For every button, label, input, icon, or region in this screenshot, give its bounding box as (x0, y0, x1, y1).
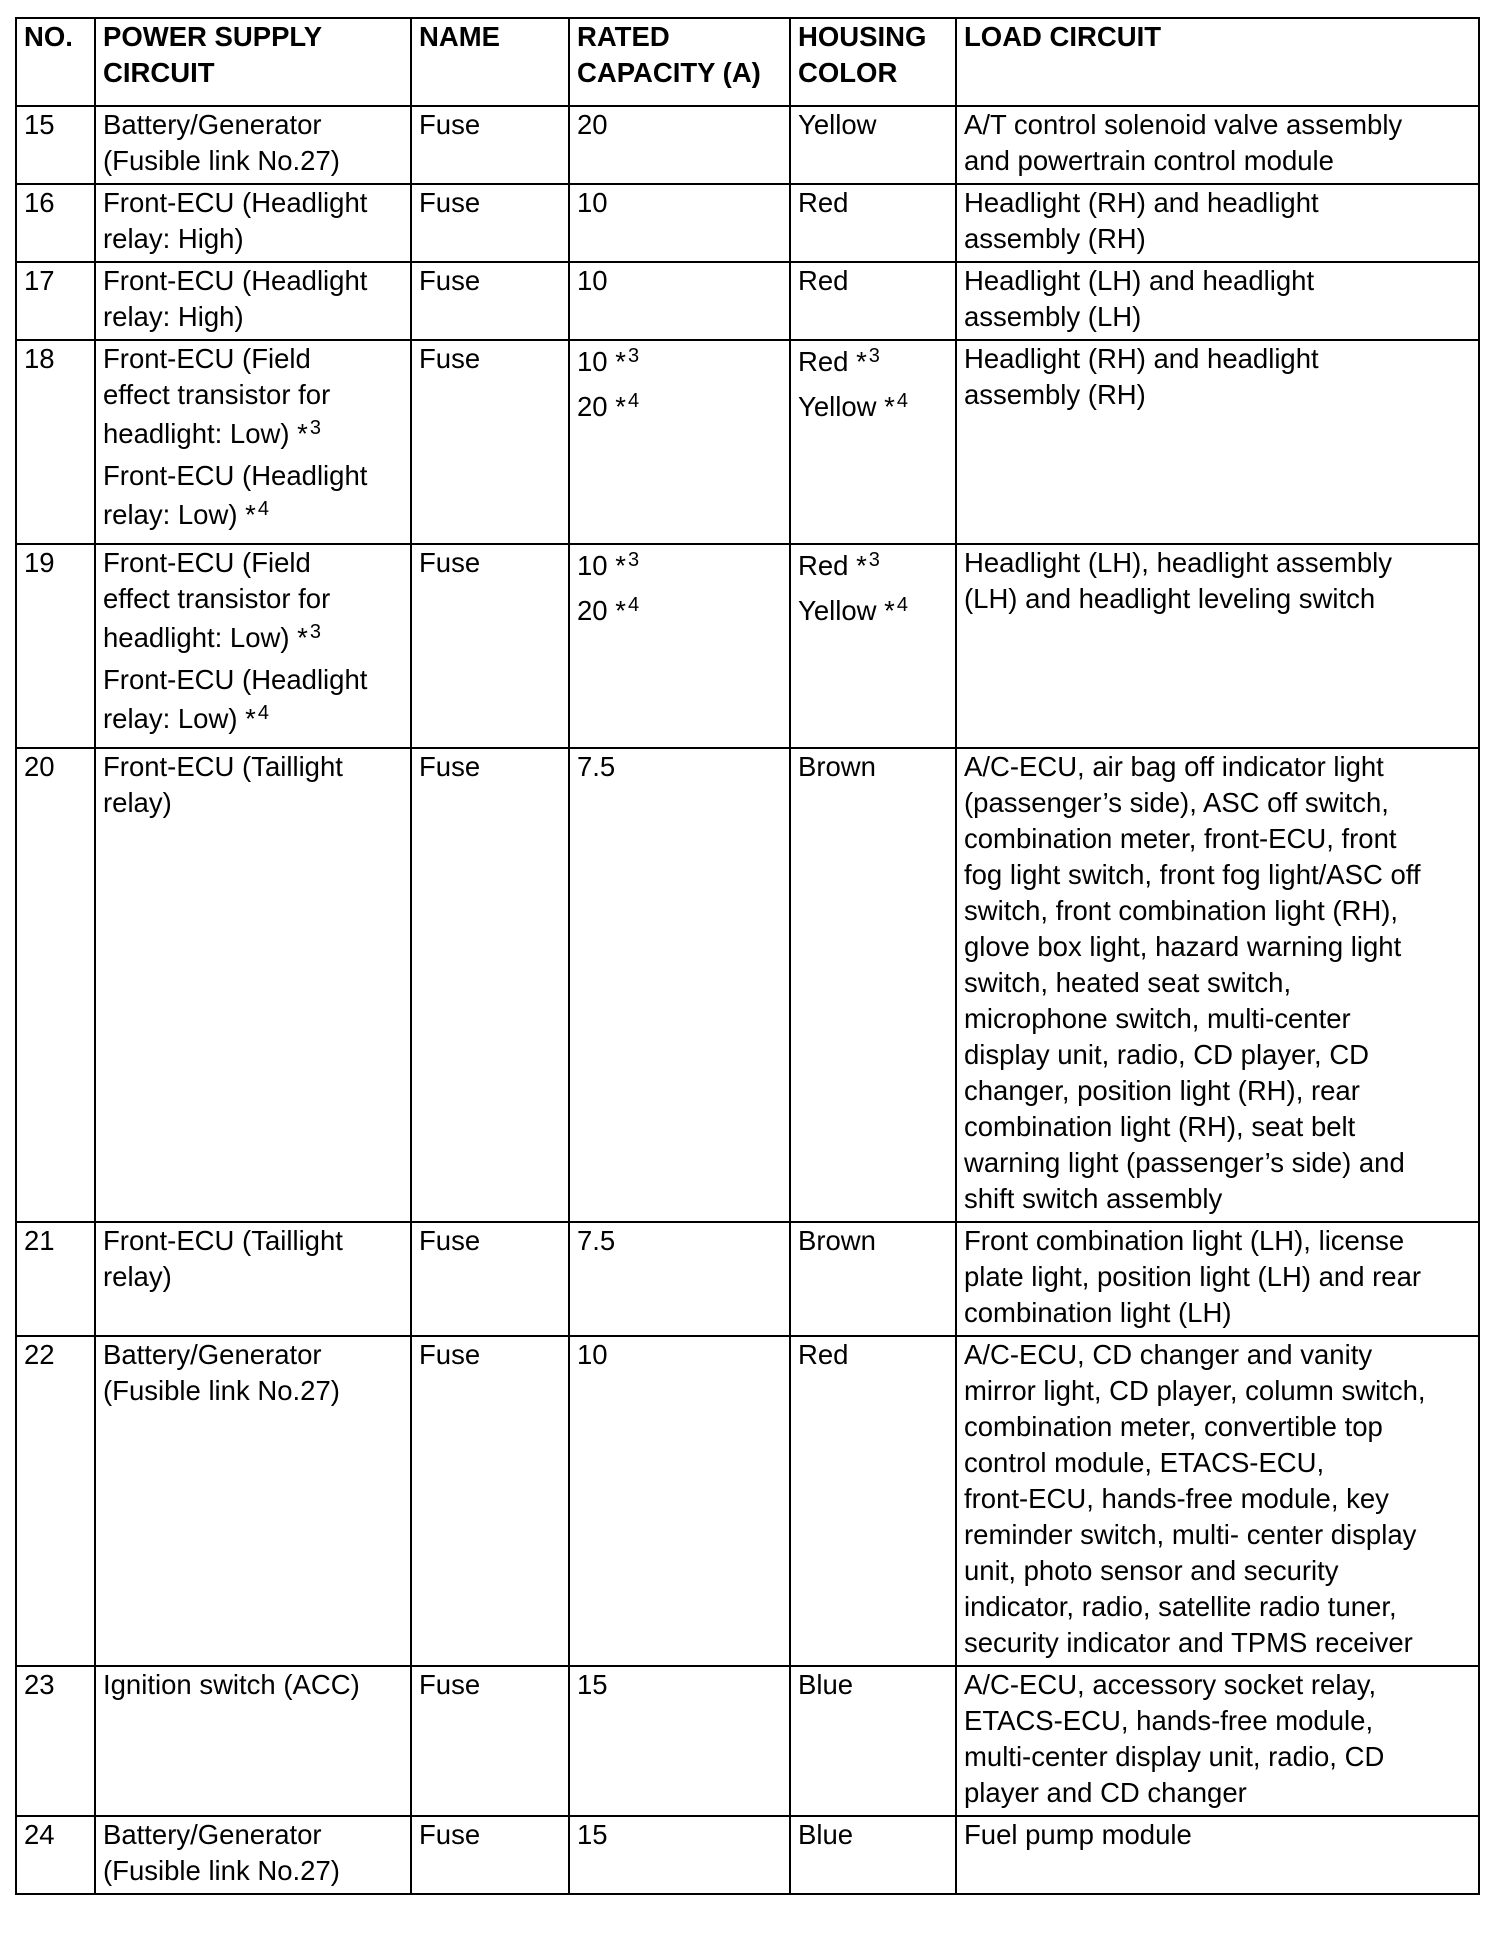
table-row (16, 262, 1479, 340)
circuit-line-text: Front-ECU (Headlight (103, 664, 368, 695)
circuit-line (103, 1259, 404, 1295)
circuit-line-text: (Fusible link No.27) (103, 1855, 340, 1886)
cell-load-circuit (956, 1222, 1479, 1336)
circuit-line (103, 662, 404, 698)
color-line-text: Brown (798, 1225, 876, 1256)
color-line (798, 1337, 949, 1373)
cell-load-circuit (956, 1336, 1479, 1666)
capacity-line (577, 1667, 783, 1703)
capacity-line-text: 20 * (577, 595, 626, 626)
cell-housing-color (790, 1336, 956, 1666)
cell-no (16, 544, 95, 748)
capacity-line-text: 7.5 (577, 1225, 616, 1256)
circuit-line (103, 494, 404, 539)
header-row (16, 18, 1479, 106)
color-line-text: Yellow (798, 109, 877, 140)
load-line: indicator, radio, satellite radio tuner, (964, 1591, 1397, 1622)
circuit-line (103, 749, 404, 785)
cell-rated-capacity (569, 748, 790, 1222)
cell-power-supply-circuit (95, 106, 411, 184)
color-line-text: Red (798, 265, 849, 296)
load-line: reminder switch, multi- center display (964, 1519, 1417, 1550)
cell-no (16, 1336, 95, 1666)
circuit-line-text: Front-ECU (Taillight (103, 1225, 343, 1256)
capacity-line (577, 545, 783, 590)
load-line: Fuel pump module (964, 1819, 1192, 1850)
cell-name-text: Fuse (419, 751, 481, 782)
cell-name-text: Fuse (419, 1819, 481, 1850)
cell-no (16, 184, 95, 262)
load-line: unit, photo sensor and security (964, 1555, 1339, 1586)
cell-rated-capacity (569, 262, 790, 340)
load-line: warning light (passenger’s side) and (964, 1147, 1405, 1178)
load-line: A/T control solenoid valve assembly (964, 109, 1403, 140)
circuit-line-text: Battery/Generator (103, 1339, 322, 1370)
color-line-text: Yellow * (798, 391, 895, 422)
footnote-mark: 3 (868, 345, 880, 367)
circuit-line (103, 1667, 404, 1703)
load-line: switch, heated seat switch, (964, 967, 1292, 998)
capacity-line-text: 10 (577, 187, 608, 218)
circuit-line-text: relay: Low) * (103, 703, 256, 734)
cell-no-text: 23 (24, 1669, 55, 1700)
load-line: microphone switch, multi-center (964, 1003, 1351, 1034)
load-line: and powertrain control module (964, 145, 1334, 176)
load-line: combination light (RH), seat belt (964, 1111, 1356, 1142)
circuit-line-text: relay) (103, 1261, 172, 1292)
circuit-line (103, 1817, 404, 1853)
cell-no-text: 22 (24, 1339, 55, 1370)
cell-load-circuit (956, 340, 1479, 544)
cell-power-supply-circuit (95, 1222, 411, 1336)
cell-name-text: Fuse (419, 109, 481, 140)
cell-load-circuit (956, 1666, 1479, 1816)
load-line: control module, ETACS-ECU, (964, 1447, 1325, 1478)
circuit-line-text: Front-ECU (Headlight (103, 265, 368, 296)
cell-name-text: Fuse (419, 343, 481, 374)
circuit-line (103, 107, 404, 143)
cell-load-circuit (956, 184, 1479, 262)
capacity-line-text: 10 (577, 1339, 608, 1370)
load-line: combination light (LH) (964, 1297, 1232, 1328)
cell-housing-color (790, 340, 956, 544)
cell-name (411, 748, 569, 1222)
cell-name-text: Fuse (419, 1225, 481, 1256)
capacity-line (577, 341, 783, 386)
color-line (798, 1223, 949, 1259)
cell-rated-capacity (569, 106, 790, 184)
footnote-mark: 3 (309, 417, 321, 439)
load-line: switch, front combination light (RH), (964, 895, 1399, 926)
cell-name-text: Fuse (419, 1669, 481, 1700)
circuit-line-text: Front-ECU (Headlight (103, 460, 368, 491)
cell-power-supply-circuit (95, 1816, 411, 1894)
table-row (16, 748, 1479, 1222)
cell-housing-color (790, 262, 956, 340)
load-line: Headlight (RH) and headlight (964, 343, 1319, 374)
circuit-line-text: Ignition switch (ACC) (103, 1669, 360, 1700)
capacity-line (577, 107, 783, 143)
circuit-line-text: Front-ECU (Headlight (103, 187, 368, 218)
capacity-line (577, 1337, 783, 1373)
circuit-line-text: relay: High) (103, 301, 244, 332)
cell-no (16, 1666, 95, 1816)
cell-load-circuit (956, 544, 1479, 748)
cell-name (411, 1222, 569, 1336)
footnote-mark: 4 (627, 390, 640, 412)
circuit-line-text: relay: High) (103, 223, 244, 254)
cell-rated-capacity (569, 1336, 790, 1666)
cell-name-text: Fuse (419, 265, 481, 296)
cell-no-text: 20 (24, 751, 55, 782)
color-line (798, 545, 949, 590)
footnote-mark: 4 (896, 594, 908, 616)
circuit-line (103, 1373, 404, 1409)
cell-no (16, 262, 95, 340)
cell-no-text: 21 (24, 1225, 55, 1256)
load-line: combination meter, convertible top (964, 1411, 1383, 1442)
footnote-mark: 4 (896, 390, 908, 412)
color-line (798, 185, 949, 221)
header-load-circuit: LOAD CIRCUIT (956, 18, 1479, 106)
load-line: A/C-ECU, accessory socket relay, (964, 1669, 1377, 1700)
footnote-mark: 3 (627, 345, 640, 367)
cell-load-circuit (956, 748, 1479, 1222)
load-line: Headlight (LH), headlight assembly (964, 547, 1392, 578)
circuit-line (103, 1223, 404, 1259)
circuit-line (103, 617, 404, 662)
circuit-line-text: relay: Low) * (103, 499, 256, 530)
cell-name (411, 106, 569, 184)
capacity-line-text: 10 (577, 265, 608, 296)
capacity-line (577, 185, 783, 221)
cell-no (16, 106, 95, 184)
cell-rated-capacity (569, 1666, 790, 1816)
cell-load-circuit (956, 262, 1479, 340)
load-line: mirror light, CD player, column switch, (964, 1375, 1426, 1406)
load-line: combination meter, front-ECU, front (964, 823, 1397, 854)
load-line: security indicator and TPMS receiver (964, 1627, 1413, 1658)
table-row (16, 544, 1479, 748)
circuit-line (103, 698, 404, 743)
capacity-line-text: 15 (577, 1819, 608, 1850)
cell-name (411, 340, 569, 544)
header-no: NO. (16, 18, 95, 106)
load-line: assembly (RH) (964, 223, 1146, 254)
circuit-line (103, 1337, 404, 1373)
capacity-line (577, 749, 783, 785)
capacity-line-text: 10 * (577, 550, 626, 581)
color-line-text: Red (798, 1339, 849, 1370)
cell-name (411, 1336, 569, 1666)
cell-load-circuit (956, 1816, 1479, 1894)
table-row (16, 1222, 1479, 1336)
footnote-mark: 3 (627, 549, 640, 571)
circuit-line (103, 581, 404, 617)
circuit-line (103, 377, 404, 413)
cell-name-text: Fuse (419, 547, 481, 578)
cell-no-text: 19 (24, 547, 55, 578)
capacity-line (577, 386, 783, 431)
cell-housing-color (790, 748, 956, 1222)
capacity-line-text: 20 (577, 109, 608, 140)
circuit-line-text: (Fusible link No.27) (103, 145, 340, 176)
capacity-line-text: 7.5 (577, 751, 616, 782)
cell-no (16, 1816, 95, 1894)
load-line: A/C-ECU, air bag off indicator light (964, 751, 1384, 782)
footnote-mark: 4 (257, 498, 269, 520)
color-line (798, 1667, 949, 1703)
capacity-line (577, 263, 783, 299)
color-line (798, 263, 949, 299)
load-line: assembly (LH) (964, 301, 1142, 332)
cell-power-supply-circuit (95, 184, 411, 262)
cell-no (16, 340, 95, 544)
cell-rated-capacity (569, 1222, 790, 1336)
color-line-text: Blue (798, 1819, 854, 1850)
circuit-line-text: Battery/Generator (103, 1819, 322, 1850)
color-line-text: Yellow * (798, 595, 895, 626)
cell-power-supply-circuit (95, 1336, 411, 1666)
load-line: Headlight (RH) and headlight (964, 187, 1319, 218)
circuit-line-text: headlight: Low) * (103, 418, 308, 449)
capacity-line (577, 1223, 783, 1259)
load-line: multi-center display unit, radio, CD (964, 1741, 1385, 1772)
circuit-line (103, 1853, 404, 1889)
cell-housing-color (790, 106, 956, 184)
cell-name (411, 1666, 569, 1816)
cell-no (16, 1222, 95, 1336)
capacity-line-text: 10 * (577, 346, 626, 377)
circuit-line (103, 458, 404, 494)
load-line: Front combination light (LH), license (964, 1225, 1405, 1256)
load-line: assembly (RH) (964, 379, 1146, 410)
table-row (16, 106, 1479, 184)
cell-rated-capacity (569, 340, 790, 544)
color-line-text: Red * (798, 346, 867, 377)
load-line: (LH) and headlight leveling switch (964, 583, 1376, 614)
load-line: player and CD changer (964, 1777, 1247, 1808)
cell-housing-color (790, 1666, 956, 1816)
circuit-line (103, 143, 404, 179)
cell-power-supply-circuit (95, 340, 411, 544)
cell-no-text: 15 (24, 109, 55, 140)
cell-housing-color (790, 1222, 956, 1336)
cell-housing-color (790, 1816, 956, 1894)
table-row (16, 1816, 1479, 1894)
cell-no (16, 748, 95, 1222)
circuit-line (103, 785, 404, 821)
color-line (798, 107, 949, 143)
circuit-line-text: Front-ECU (Field (103, 343, 311, 374)
load-line: ETACS-ECU, hands-free module, (964, 1705, 1374, 1736)
circuit-line-text: headlight: Low) * (103, 622, 308, 653)
circuit-line (103, 299, 404, 335)
footnote-mark: 3 (309, 621, 321, 643)
color-line (798, 1817, 949, 1853)
circuit-line-text: relay) (103, 787, 172, 818)
cell-rated-capacity (569, 1816, 790, 1894)
cell-power-supply-circuit (95, 1666, 411, 1816)
cell-name-text: Fuse (419, 1339, 481, 1370)
cell-power-supply-circuit (95, 748, 411, 1222)
load-line: (passenger’s side), ASC off switch, (964, 787, 1389, 818)
circuit-line (103, 341, 404, 377)
cell-no-text: 24 (24, 1819, 55, 1850)
color-line (798, 590, 949, 635)
color-line (798, 749, 949, 785)
cell-power-supply-circuit (95, 544, 411, 748)
cell-rated-capacity (569, 544, 790, 748)
footnote-mark: 3 (868, 549, 880, 571)
load-line: shift switch assembly (964, 1183, 1223, 1214)
header-rated-capacity: RATED CAPACITY (A) (569, 18, 790, 106)
circuit-line-text: Front-ECU (Field (103, 547, 311, 578)
cell-name-text: Fuse (419, 187, 481, 218)
load-line: glove box light, hazard warning light (964, 931, 1402, 962)
footnote-mark: 4 (627, 594, 640, 616)
header-power-supply-circuit: POWER SUPPLY CIRCUIT (95, 18, 411, 106)
cell-name (411, 262, 569, 340)
cell-load-circuit (956, 106, 1479, 184)
cell-name (411, 544, 569, 748)
load-line: plate light, position light (LH) and rear (964, 1261, 1422, 1292)
header-name: NAME (411, 18, 569, 106)
capacity-line-text: 20 * (577, 391, 626, 422)
load-line: fog light switch, front fog light/ASC off (964, 859, 1421, 890)
color-line (798, 386, 949, 431)
table-body (16, 106, 1479, 1894)
circuit-line-text: effect transistor for (103, 583, 331, 614)
circuit-line (103, 185, 404, 221)
cell-housing-color (790, 544, 956, 748)
color-line-text: Red (798, 187, 849, 218)
load-line: changer, position light (RH), rear (964, 1075, 1360, 1106)
table-row (16, 1336, 1479, 1666)
circuit-line (103, 545, 404, 581)
cell-no-text: 16 (24, 187, 55, 218)
capacity-line (577, 1817, 783, 1853)
circuit-line (103, 221, 404, 257)
color-line-text: Brown (798, 751, 876, 782)
cell-no-text: 17 (24, 265, 55, 296)
color-line (798, 341, 949, 386)
cell-rated-capacity (569, 184, 790, 262)
footnote-mark: 4 (257, 702, 269, 724)
circuit-line (103, 413, 404, 458)
circuit-line (103, 263, 404, 299)
circuit-line-text: effect transistor for (103, 379, 331, 410)
load-line: front-ECU, hands-free module, key (964, 1483, 1389, 1514)
table-row (16, 340, 1479, 544)
capacity-line-text: 15 (577, 1669, 608, 1700)
circuit-line-text: (Fusible link No.27) (103, 1375, 340, 1406)
load-line: display unit, radio, CD player, CD (964, 1039, 1370, 1070)
table-row (16, 1666, 1479, 1816)
cell-name (411, 1816, 569, 1894)
cell-power-supply-circuit (95, 262, 411, 340)
cell-no-text: 18 (24, 343, 55, 374)
color-line-text: Red * (798, 550, 867, 581)
table-header (16, 18, 1479, 106)
capacity-line (577, 590, 783, 635)
circuit-line-text: Battery/Generator (103, 109, 322, 140)
cell-housing-color (790, 184, 956, 262)
header-housing-color: HOUSING COLOR (790, 18, 956, 106)
circuit-line-text: Front-ECU (Taillight (103, 751, 343, 782)
fuse-table (15, 17, 1480, 1895)
cell-name (411, 184, 569, 262)
load-line: A/C-ECU, CD changer and vanity (964, 1339, 1373, 1370)
color-line-text: Blue (798, 1669, 854, 1700)
load-line: Headlight (LH) and headlight (964, 265, 1315, 296)
table-row (16, 184, 1479, 262)
